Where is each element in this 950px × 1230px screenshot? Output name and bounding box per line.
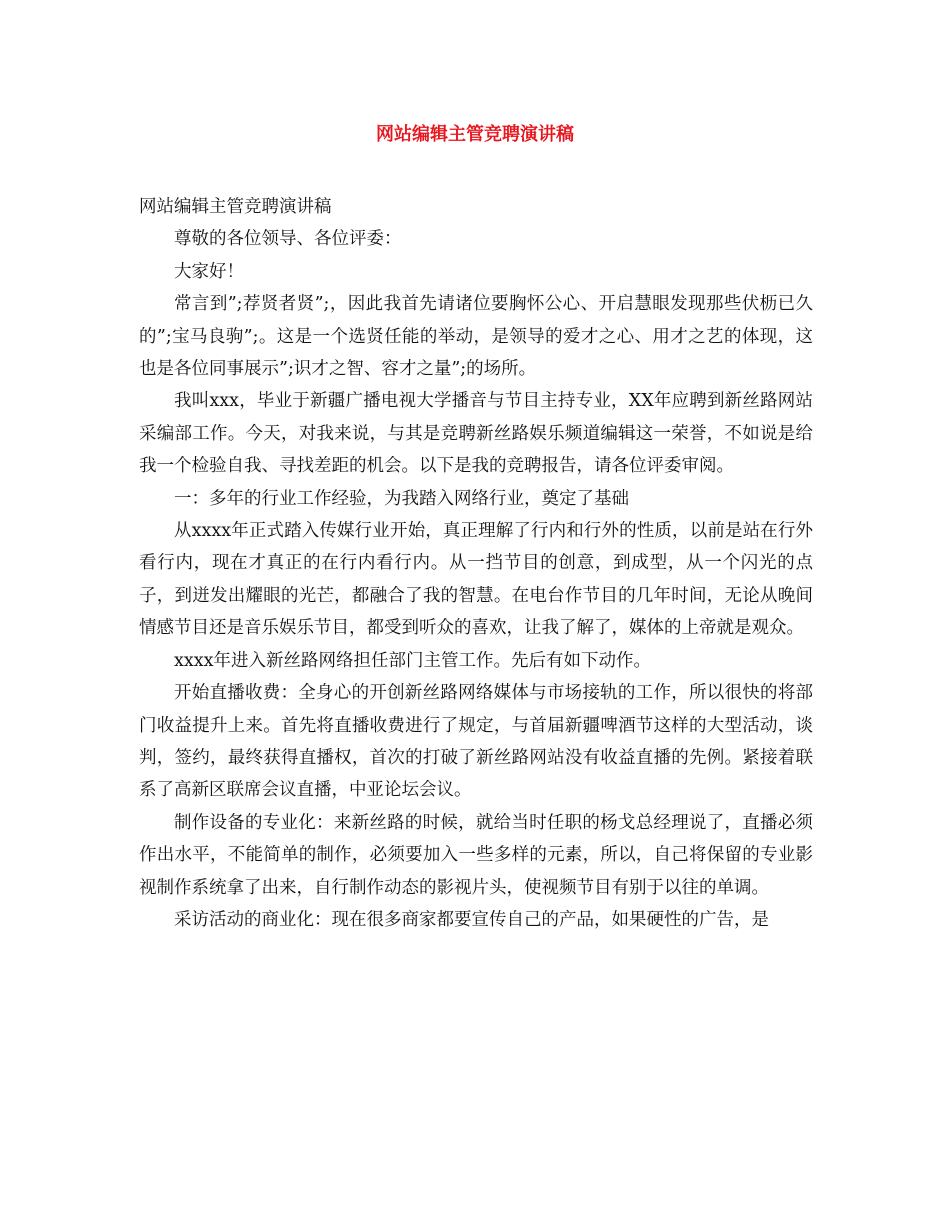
- section-heading-paragraph: 一：多年的行业工作经验，为我踏入网络行业，奠定了基础: [174, 488, 629, 509]
- body-paragraph: 常言到”;荐贤者贤”;，因此我首先请诸位要胸怀公心、开启慧眼发现那些伏枥已久的”;宝马良驹”;。这是一个选贤任能的举动，是领导的爱才之心、用才之艺的体现，这也是各位同事展示”;识才之智、容才之量”;的场所。: [139, 294, 813, 380]
- body-paragraph: 我叫xxx，毕业于新疆广播电视大学播音与节目主持专业，XX年应聘到新丝路网站采编部工作。今天，对我来说，与其是竞聘新丝路娱乐频道编辑这一荣誉，不如说是给我一个检验自我、寻找差距的机会。以下是我的竞聘报告，请各位评委审阅。: [139, 391, 813, 477]
- body-paragraph: xxxx年进入新丝路网络担任部门主管工作。先后有如下动作。: [174, 650, 651, 671]
- greeting-paragraph: 大家好！: [174, 261, 244, 282]
- body-paragraph: 采访活动的商业化：现在很多商家都要宣传自己的产品，如果硬性的广告，是: [174, 909, 769, 930]
- subtitle-paragraph: 网站编辑主管竞聘演讲稿: [139, 197, 332, 217]
- document-body: [139, 191, 813, 936]
- body-paragraph: 从xxxx年正式踏入传媒行业开始，真正理解了行内和行外的性质，以前是站在行外看行内，现在才真正的在行内看行内。从一挡节目的创意，到成型，从一个闪光的点子，到迸发出耀眼的光芒，都融合了我的智慧。在电台作节目的几年时间，无论从晚间情感节目还是音乐娱乐节目，都受到听众的喜欢，让我了解了，媒体的上帝就是观众。: [139, 521, 813, 639]
- body-paragraph: 开始直播收费：全身心的开创新丝路网络媒体与市场接轨的工作，所以很快的将部门收益提升上来。首先将直播收费进行了规定，与首届新疆啤酒节这样的大型活动，谈判，签约，最终获得直播权，首次的打破了新丝路网站没有收益直播的先例。紧接着联系了高新区联席会议直播，中亚论坛会议。: [139, 683, 813, 801]
- salutation-paragraph: 尊敬的各位领导、各位评委：: [174, 229, 402, 250]
- body-paragraph: 制作设备的专业化：来新丝路的时候，就给当时任职的杨戈总经理说了，直播必须作出水平，不能简单的制作，必须要加入一些多样的元素，所以，自己将保留的专业影视制作系统拿了出来，自行制作动态的影视片头，使视频节目有别于以往的单调。: [139, 812, 813, 898]
- document-title: 网站编辑主管竞聘演讲稿: [376, 124, 574, 145]
